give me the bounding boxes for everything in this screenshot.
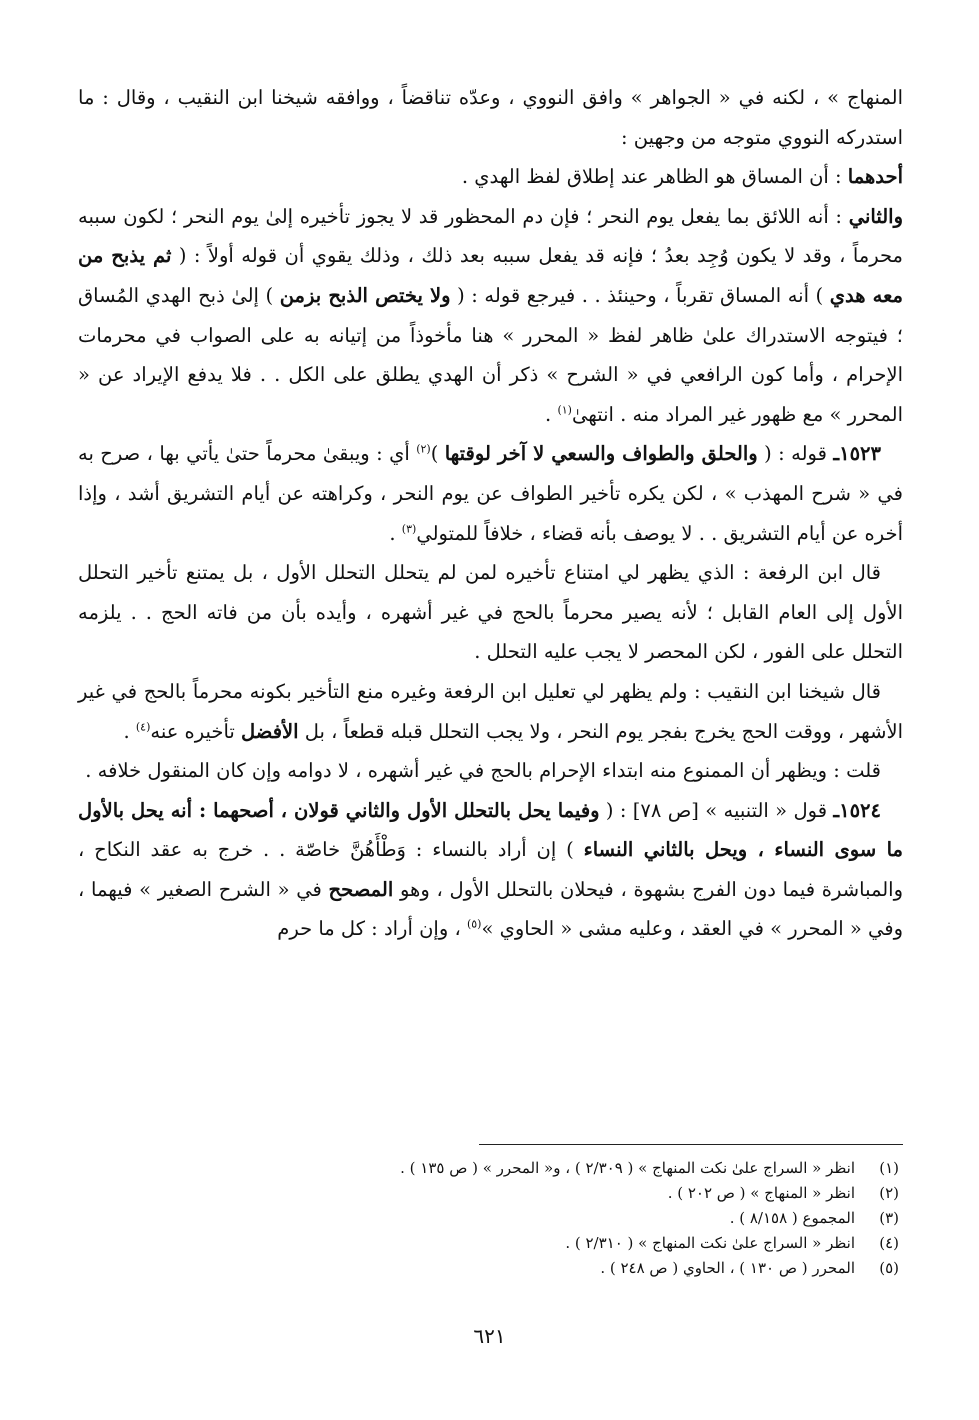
text-run: قول « التنبيه » [ص ٧٨] : (: [599, 798, 834, 822]
paragraph-p4: [78, 434, 903, 553]
main-text: [78, 78, 903, 949]
footnote-text: المحرر ( ص ١٣٠ ) ، الحاوي ( ص ٢٤٨ ) .: [600, 1259, 855, 1277]
bold-text: ١٥٢٤ـ: [833, 798, 881, 822]
text-run: ) إلىٰ ذبح الهدي المُساق ؛ فيتوجه الاستدراك علىٰ ظاهر لفظ « المحرر » هنا مأخوذاً من إتيانه به على الصواب في محرمات الإحرام ، وأما كون الرافعي في « الشرح » ذكر أن الهدي يطلق على الكل . . فلا يدفع الإيراد عن « المحرر » مع ظهور غير المراد منه . انتهىٰ: [78, 283, 903, 426]
footnote: [299, 1206, 899, 1231]
text-run: : أنه اللائق بما يفعل يوم النحر ؛ فإن دم المحظور قد لا يجوز تأخيره إلىٰ يوم النحر ؛ لكون سببه محرماً ، وقد لا يكون وُجِد بعدُ ؛ فإنه قد يفعل سببه بعد ذلك ، وذلك يقوي أن قوله أولاً : (: [78, 204, 903, 268]
text-run: .: [123, 719, 136, 743]
footnote-text: المجموع ( ٨/١٥٨ ) .: [729, 1209, 855, 1227]
paragraph-p7: [78, 751, 903, 791]
bold-text: والحلق والطواف والسعي لا آخر لوقتها: [444, 442, 758, 466]
footnote-ref: (٣): [401, 522, 417, 536]
bold-text: ولا يختص الذبح بزمن: [279, 283, 451, 307]
paragraph-p8: [78, 791, 903, 949]
footnote-ref: (١): [557, 403, 572, 417]
footnote-number: (٤): [879, 1234, 899, 1252]
text-run: ، وإن أراد : كل ما حرم: [277, 917, 467, 941]
footnote: [299, 1181, 899, 1206]
footnote: [299, 1231, 899, 1256]
paragraph-p3: [78, 197, 903, 435]
text-run: .: [545, 402, 558, 426]
footnote-number: (٣): [879, 1209, 899, 1227]
footnote-text: انظر « السراج علىٰ نكت المنهاج » ( ٢/٣١٠ ) .: [565, 1234, 855, 1252]
text-run: .: [389, 521, 402, 545]
text-run: أي : ويبقىٰ محرماً حتىٰ يأتي بها ، صرح به في « شرح المهذب » ، لكن يكره تأخير الطواف عن يوم النحر ، وكراهته عن أيام التشريق أشد ، وإذا أخره عن أيام التشريق . . لا يوصف بأنه قضاء ، خلافاً للمتولي: [78, 442, 903, 545]
footnote-divider: [479, 1144, 903, 1145]
footnote-text: انظر « المنهاج » ( ص ٢٠٢ ) .: [667, 1184, 855, 1202]
text-run: ) أنه المساق تقرباً ، وحينئذ . . فيرجع قوله : (: [450, 283, 830, 307]
footnote-number: (٥): [879, 1259, 899, 1277]
bold-text: وفيما يحل بالتحلل الأول والثاني قولان ، أصحهما : أنه يحل بالأول ما سوى النساء ، ويحل بالثاني النساء: [78, 798, 904, 862]
text-run: قال ابن الرفعة : الذي يظهر لي امتناع تأخيره لمن لم يتحلل التحلل الأول ، بل يمتنع تأخير التحلل الأول إلى العام القابل ؛ لأنه يصير محرماً بالحج في غير أشهره ، وأيده بأن من فاته الحج . . يلزمه التحلل على الفور ، لكن المحصر لا يجب عليه التحلل .: [78, 561, 903, 664]
text-run: قلت : ويظهر أن الممنوع منه ابتداء الإحرام بالحج في غير أشهره ، لا دوامه وإن كان المنقول خلافه .: [85, 759, 881, 783]
bold-text: الأفضل: [241, 719, 299, 743]
footnote-text: انظر « السراج علىٰ نكت المنهاج » ( ٢/٣٠٩ ) ، و« المحرر » ( ص ١٣٥ ) .: [400, 1159, 855, 1177]
footnote-ref: (٥): [466, 917, 482, 931]
bold-text: أحدهما: [847, 165, 903, 189]
page-number: ٦٢١: [473, 1324, 506, 1348]
text-run: قال شيخنا ابن النقيب : ولم يظهر لي تعليل ابن الرفعة وغيره منع التأخير بكونه محرماً بالحج في غير الأشهر ، ووقت الحج يخرج بفجر يوم النحر ، ولا يجب التحلل قبله قطعاً ، بل: [78, 679, 903, 743]
footnote-number: (٢): [879, 1184, 899, 1202]
text-run: ) إن أراد بالنساء : وَطْأَهُنَّ خاصّة . . خرج به عقد النكاح ، والمباشرة فيما دون الفرج بشهوة ، فيحلان بالتحلل الأول ، وهو: [78, 838, 903, 901]
bold-text: ١٥٢٣ـ: [833, 442, 881, 466]
text-run: : أن المساق هو الظاهر عند إطلاق لفظ الهدي .: [461, 165, 848, 189]
text-run: تأخيره عنه: [150, 719, 242, 743]
paragraph-p6: [78, 672, 903, 751]
bold-text: والثاني: [848, 204, 903, 228]
footnotes: [299, 1156, 899, 1281]
paragraph-p5: [78, 553, 903, 672]
text-run: ): [430, 442, 445, 466]
paragraph-p2: [78, 157, 903, 197]
footnote-number: (١): [879, 1159, 899, 1177]
text-run: في « الشرح الصغير » فيهما ، وفي « المحرر » في العقد ، وعليه مشى « الحاوي »: [78, 877, 903, 941]
text-run: قوله : (: [757, 442, 834, 466]
bold-text: المصحح: [328, 877, 394, 901]
footnote-ref: (٤): [135, 720, 151, 733]
bold-text: ثم يذبح من معه هدي: [78, 244, 903, 307]
footnote: [299, 1156, 899, 1181]
footnote-ref: (٢): [416, 442, 431, 456]
text-run: المنهاج » ، لكنه في « الجواهر » وافق النووي ، وعدّه تناقضاً ، ووافقه شيخنا ابن النقيب ، وقال : ما استدركه النووي متوجه من وجهين :: [78, 86, 903, 149]
footnote: [299, 1256, 899, 1281]
paragraph-p1: [78, 78, 903, 157]
